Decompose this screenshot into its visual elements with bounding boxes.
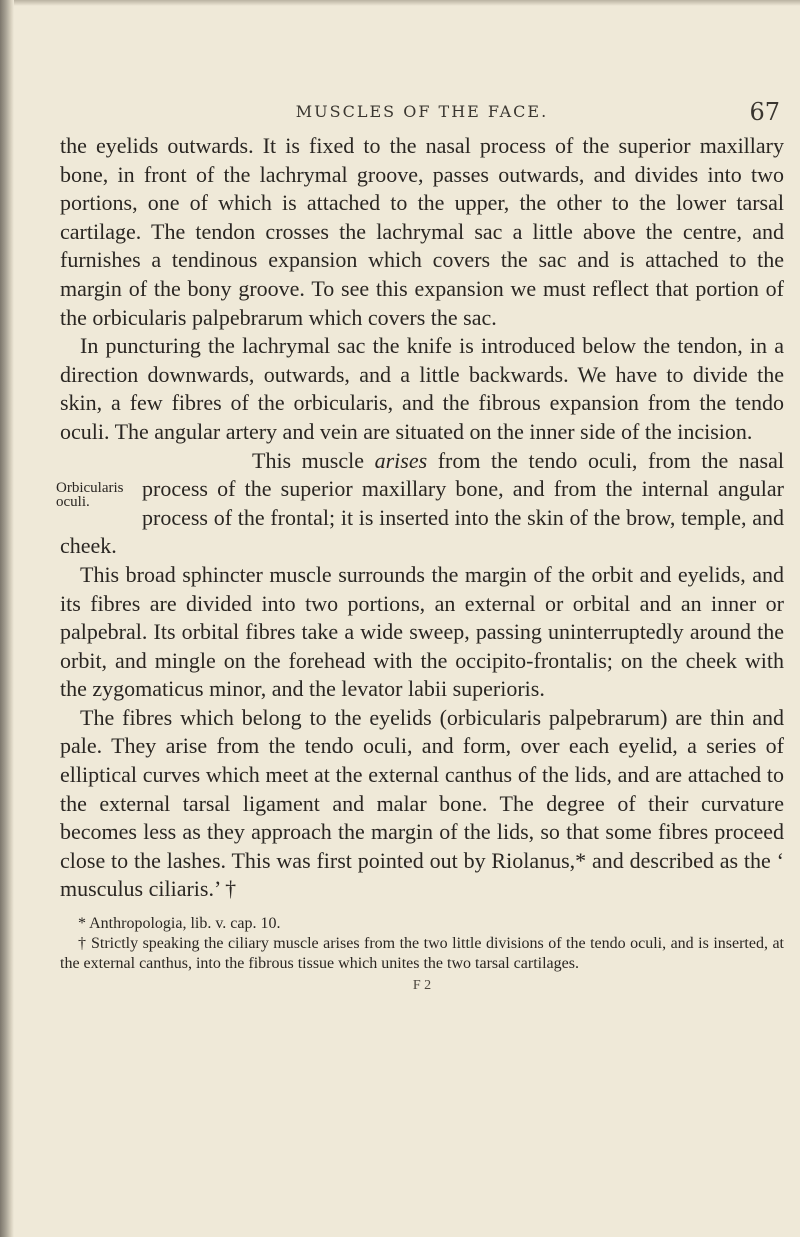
paragraph-2: In puncturing the lachrymal sac the knife is introduced below the tendon, in a direction downwards, outwards, and a little backwards. We have to divide the skin, a few fibres of the orbicularis, and the fibrous expansion from the tendo oculi. The angular artery and vein are situated on the inner side of the incision. — [60, 333, 784, 444]
body-text — [56, 132, 784, 904]
paragraph-1: the eyelids outwards. It is fixed to the nasal process of the superior maxillary bone, in front of the lachrymal groove, passes outwards, and divides into two portions, one of which is attached to the upper, the other to the lower tarsal cartilage. The tendon crosses the lachrymal sac a little above the centre, and furnishes a tendinous expansion which covers the sac and is attached to the margin of the bony groove. To see this expansion we must reflect that portion of the orbicularis palpebrarum which covers the sac. — [60, 133, 784, 330]
paragraph-5: The fibres which belong to the eyelids (orbicularis palpebrarum) are thin and pale. They arise from the tendo oculi, and form, over each eyelid, a series of elliptical curves which meet at the external canthus of the lids, and are attached to the external tarsal ligament and malar bone. The degree of their curvature becomes less as they approach the margin of the lids, so that some fibres proceed close to the lashes. This was first pointed out by Riolanus,* and described as the ‘ musculus ciliaris.’ † — [60, 704, 784, 902]
paragraph-3-rest: from the tendo oculi, from the nasal process of the superior maxillary bone, and from the internal angular process of the frontal; it is inserted into the skin of the brow, temple, and cheek. — [60, 447, 784, 559]
paragraph-3 — [60, 447, 784, 561]
paragraph-3-text: This muscle — [252, 447, 375, 473]
running-head — [60, 92, 784, 132]
paragraph-4: This broad sphincter muscle surrounds the margin of the orbit and eyelids, and its fibres are divided into two portions, an external or orbital and an inner or palpebral. Its orbital fibres take a wide sweep, passing uninterruptedly around the orbit, and mingle on the forehead with the occipito-frontalis; on the cheek with the zygomaticus minor, and the levator labii superioris. — [60, 561, 784, 702]
footnotes — [60, 914, 784, 974]
page-number: 67 — [749, 98, 780, 126]
running-title: MUSCLES OF THE FACE. — [295, 102, 549, 121]
paragraph-3-italic: arises — [374, 447, 428, 473]
page-top-edge — [0, 0, 800, 6]
book-page — [56, 92, 784, 994]
margin-note-orbicularis: Orbicularis oculi. — [56, 479, 124, 510]
book-spine-shadow — [0, 0, 14, 1237]
footnote-1: * Anthropologia, lib. v. cap. 10. — [78, 915, 281, 933]
footnote-2: † Strictly speaking the ciliary muscle arises from the two little divisions of the tendo oculi, and is inserted, at the external canthus, into the fibrous tissue which unites the two tarsal cartilages. — [60, 935, 784, 973]
signature-mark: F 2 — [412, 978, 432, 994]
